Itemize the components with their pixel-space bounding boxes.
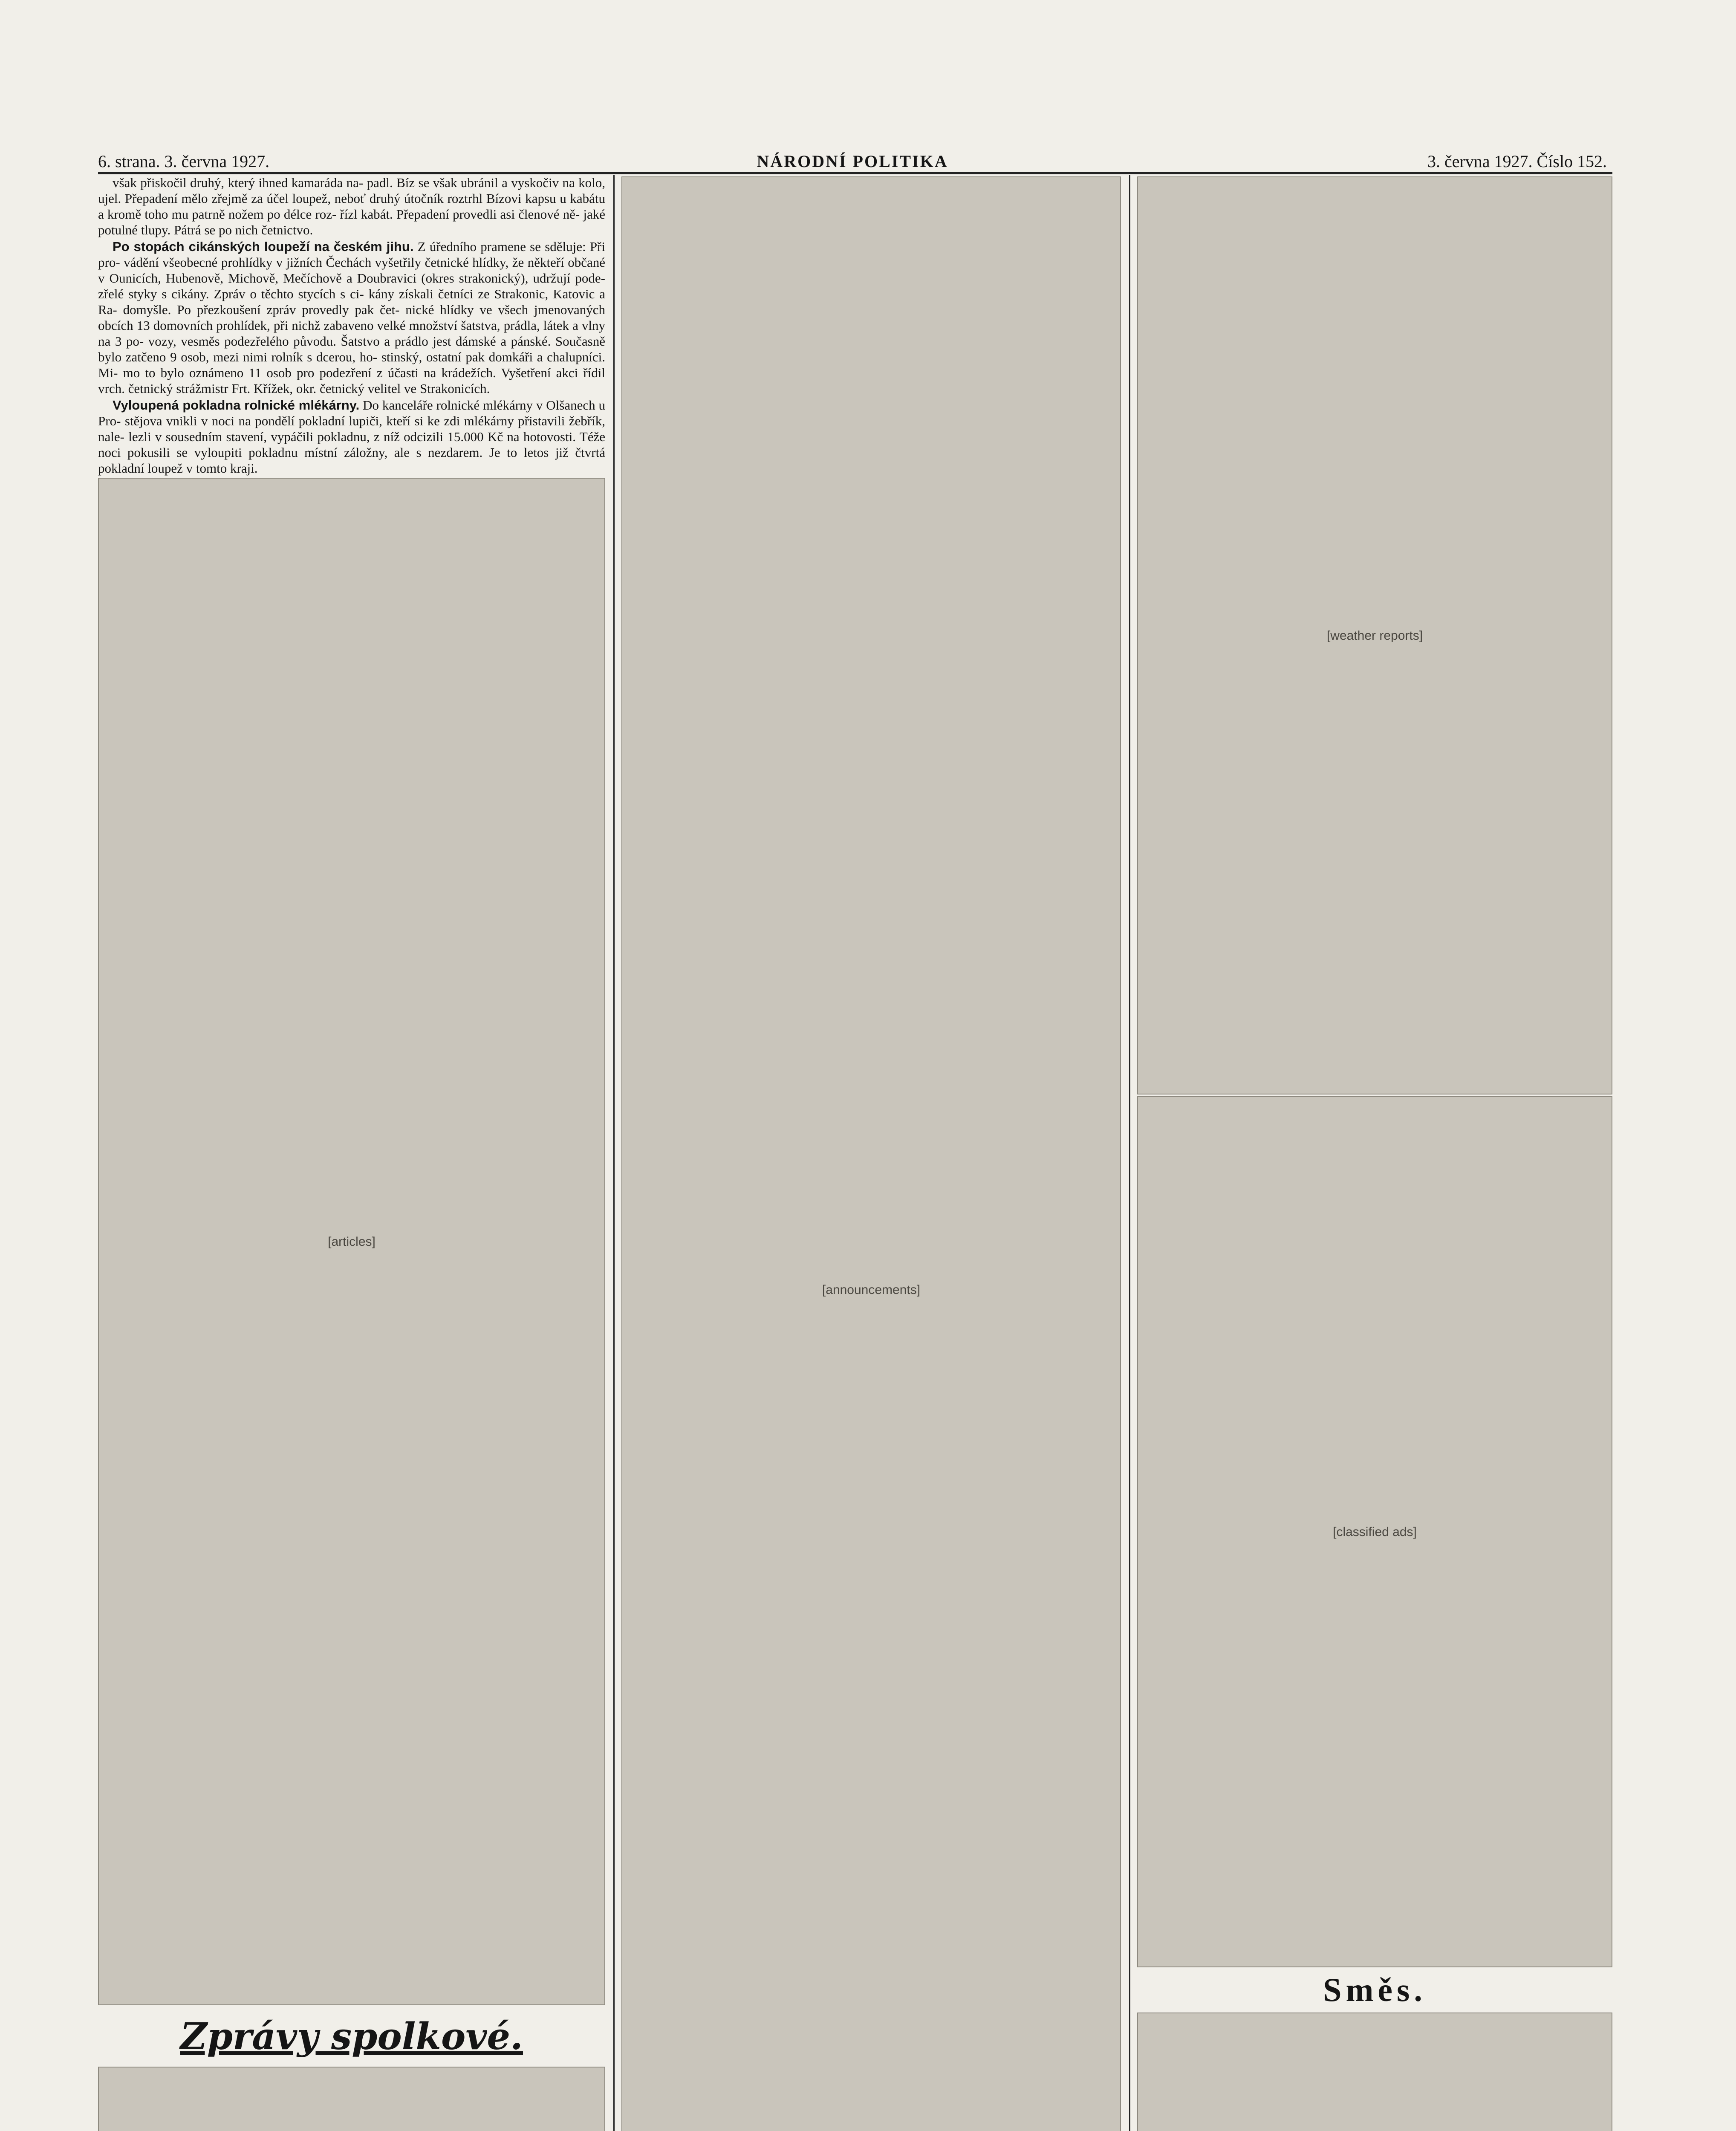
column-2 xyxy=(621,175,1121,2131)
column-divider-1 xyxy=(613,175,615,2131)
articles-placeholder: [articles] xyxy=(98,478,605,2005)
column-1 xyxy=(98,175,605,2131)
issue-number: 3. června 1927. Číslo 152. xyxy=(1427,152,1607,171)
classified-ads-placeholder: [classified ads] xyxy=(1137,1096,1612,1967)
column-divider-2 xyxy=(1129,175,1130,2131)
article-body: Do kanceláře rolnické mlékárny v Olšanech u Pro- stějova vnikli v noci na pondělí pokladní lupiči, kteří si ke zdi mlékárny přistavili žebřík, nale- lezli v sousedním stavení, vypáčili pokladnu, z níž odcizili 15.000 Kč na hotovosti. Téže noci pokusili se vyloupiti pokladnu místní záložny, ale s nezdarem. Je to letos již čtvrtá pokladní loupež v tomto kraji. xyxy=(98,398,605,476)
column-3 xyxy=(1137,175,1612,2131)
article-ending: však přiskočil druhý, který ihned kamaráda na- padl. Bíz se však ubránil a vyskočiv na kolo, ujel. Přepadení mělo zřejmě za účel loupež, neboť druhý útočník roztrhl Bízovi kapsu u kabátu a kromě toho mu patrně nožem po délce roz- řízl kabát. Přepadení provedli asi členové ně- jaké potulné tlupy. Pátrá se po nich četnictvo. xyxy=(98,175,605,237)
article-heading: Po stopách cikánských loupeží na českém jihu. xyxy=(113,239,414,254)
newspaper-title: NÁRODNÍ POLITIKA xyxy=(757,152,948,171)
article-mlekarna xyxy=(98,397,605,476)
announcements-placeholder: [announcements] xyxy=(621,176,1121,2131)
page-number-date: 6. strana. 3. června 1927. xyxy=(98,152,270,171)
section-heading: Zprávy spolkové. xyxy=(180,2015,523,2058)
weather-reports-placeholder: [weather reports] xyxy=(1137,176,1612,1094)
masthead xyxy=(98,151,1607,172)
miscellany-placeholder xyxy=(1137,2013,1612,2131)
article-body: Z úředního pramene se sděluje: Při pro- vádění všeobecné prohlídky v jižních Čechách vyšetřily četnické hlídky, že někteří občané v Ounicích, Hubenově, Michově, Mečíchově a Doubravici (okres strakonický), udržují pode- zřelé styky s cikány. Zpráv o těchto stycích s ci- kány získali četníci ze Strakonic, Katovic a Ra- domyšle. Po přezkoušení zpráv provedly pak čet- nické hlídky ve všech jmenovaných obcích 13 domovních prohlídek, při nichž zabaveno velké množství šatstva, prádla, látek a vlny na 3 po- vozy, vesměs podezřelého původu. Šatstvo a prádlo jest dámské a pánské. Současně bylo zatčeno 9 osob, mezi nimi rolník s dcerou, ho- stinský, ostatní pak domkáři a chalupníci. Mi- mo to bylo oznámeno 11 osob pro podezření z účasti na krádežích. Vyšetření akci řídil vrch. četnický strážmistr Frt. Křížek, okr. četnický velitel ve Strakonicích. xyxy=(98,239,605,396)
article-cikanske-loupeze xyxy=(98,239,605,396)
article-heading: Vyloupená pokladna rolnické mlékárny. xyxy=(113,398,360,413)
masthead-rule xyxy=(98,172,1612,174)
section-heading: Směs. xyxy=(1323,1971,1427,2008)
announcements-placeholder xyxy=(98,2067,605,2131)
